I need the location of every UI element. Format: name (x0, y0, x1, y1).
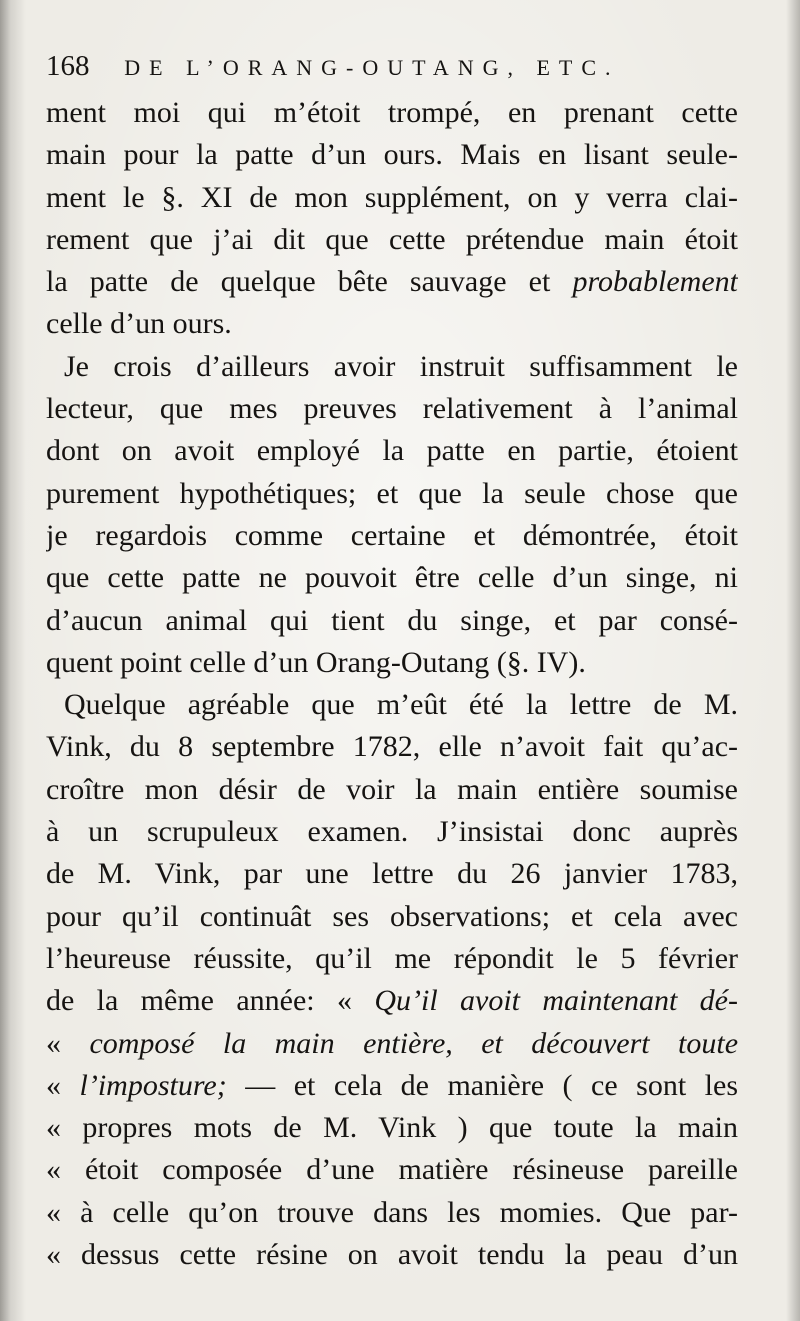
italic-segment: probablement (572, 265, 738, 299)
italic-segment: Qu’il avoit maintenant dé- (374, 984, 738, 1018)
text-line: Vink, du 8 septembre 1782, elle n’avoit fait qu’ac- (46, 730, 738, 764)
text-line: « dessus cette résine on avoit tendu la peau d’un (46, 1238, 738, 1272)
running-title: DE L’ORANG-OUTANG, ETC. (124, 55, 620, 80)
text-line: d’aucun animal qui tient du singe, et par consé- (46, 603, 738, 637)
text-line: « étoit composée d’une matière résineuse pareille (46, 1153, 738, 1187)
text-line: lecteur, que mes preuves relativement à l’animal (46, 392, 738, 426)
text-line: Quelque agréable que m’eût été la lettre de M. (64, 688, 738, 722)
text-line: Je crois d’ailleurs avoir instruit suffisamment le (64, 349, 738, 383)
text-line: purement hypothétiques; et que la seule chose que (46, 476, 738, 510)
page-header (46, 46, 746, 86)
page-edge-shadow (786, 0, 800, 1321)
text-segment: — et cela de manière ( ce sont les (226, 1068, 738, 1102)
text-segment: de la même année: « (46, 984, 375, 1018)
text-line (46, 1065, 738, 1107)
text-segment: « (46, 1026, 90, 1060)
text-line: que cette patte ne pouvoit être celle d’un singe, ni (46, 561, 738, 595)
text-line: ment le §. XI de mon supplément, on y verra clai- (46, 180, 738, 214)
text-line: pour qu’il continuât ses observations; et cela avec (46, 899, 738, 933)
text-line (46, 980, 738, 1022)
text-line: ment moi qui m’étoit trompé, en prenant cette (46, 96, 738, 129)
text-line (46, 1023, 738, 1065)
text-line (46, 261, 738, 303)
text-line: croître mon désir de voir la main entière soumise (46, 772, 738, 806)
text-line: de M. Vink, par une lettre du 26 janvier 1783, (46, 857, 738, 891)
binding-shadow (0, 0, 26, 1321)
text-line: celle d’un ours. (46, 307, 232, 341)
text-segment: la patte de quelque bête sauvage et (46, 265, 573, 299)
text-line: à un scrupuleux examen. J’insistai donc auprès (46, 815, 738, 849)
page-number: 168 (46, 50, 90, 82)
text-line: quent point celle d’un Orang-Outang (§. IV). (46, 645, 586, 679)
text-line: je regardois comme certaine et démontrée, étoit (46, 518, 738, 552)
body-text (46, 92, 738, 1276)
text-line: rement que j’ai dit que cette prétendue main étoit (46, 222, 738, 256)
text-line: « propres mots de M. Vink ) que toute la main (46, 1111, 738, 1145)
italic-segment: l’imposture; (79, 1068, 227, 1102)
italic-segment: composé la main entière, et découvert toute (89, 1026, 738, 1060)
text-line: « à celle qu’on trouve dans les momies. Que par- (46, 1195, 738, 1229)
text-line: dont on avoit employé la patte en partie, étoient (46, 434, 738, 468)
text-line: main pour la patte d’un ours. Mais en lisant seule- (46, 138, 738, 172)
text-line: l’heureuse réussite, qu’il me répondit le 5 février (46, 941, 738, 975)
text-segment: « (46, 1068, 80, 1102)
